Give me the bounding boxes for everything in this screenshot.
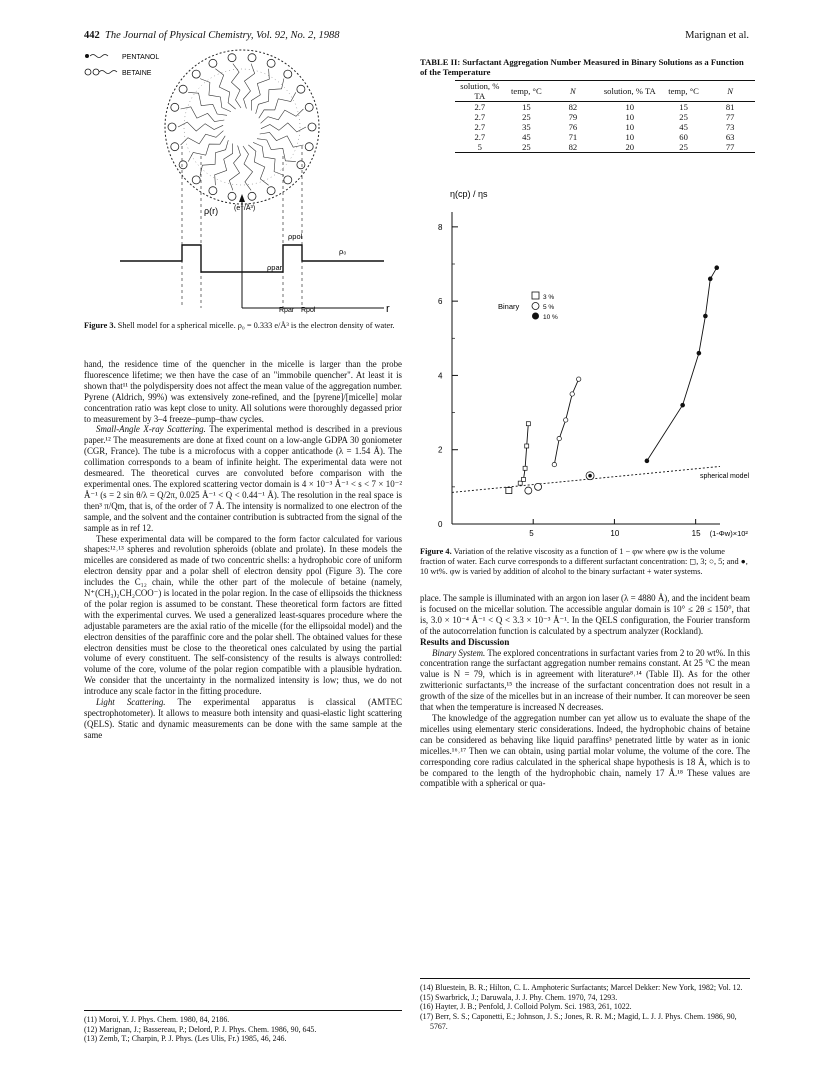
micelle-drawing <box>165 50 319 204</box>
series-curve <box>520 424 528 483</box>
alkyl-chain <box>188 136 225 162</box>
alkyl-chain <box>261 123 306 132</box>
table-row <box>455 112 755 122</box>
alkyl-chain <box>181 131 224 145</box>
alkyl-chain <box>251 69 269 111</box>
alkyl-chain <box>256 79 284 114</box>
caption-label: Figure 4. <box>420 547 452 556</box>
legend-circle-icon <box>532 303 539 310</box>
data-point <box>552 462 556 466</box>
binary-point-center <box>588 474 592 478</box>
table-header: N <box>570 86 576 96</box>
table-cell: 10 <box>625 112 635 122</box>
data-point <box>703 314 708 319</box>
betaine-head-icon <box>284 176 292 184</box>
legend-betaine-icon <box>85 69 117 75</box>
rho-axis-arrow-icon <box>239 194 245 202</box>
footnote-rule <box>84 1010 402 1011</box>
data-point <box>714 265 719 270</box>
betaine-head-icon <box>267 59 275 67</box>
reference: (13) Zemb, T.; Charpin, P. J. Phys. (Les Ulis, Fr.) 1985, 46, 246. <box>84 1034 287 1044</box>
betaine-head-icon <box>171 103 179 111</box>
table-cell: 2.7 <box>474 112 486 122</box>
paragraph <box>84 697 402 741</box>
chart-legend <box>498 292 558 321</box>
data-point <box>576 377 580 381</box>
table-cell: 20 <box>625 142 635 152</box>
alkyl-chain <box>231 64 241 108</box>
alkyl-chain <box>253 142 284 175</box>
table-2 <box>455 80 755 153</box>
rho-zero-label: ρ₀ <box>339 247 347 256</box>
data-point <box>697 351 702 356</box>
shell-model-diagram <box>84 46 402 316</box>
paragraph <box>420 648 750 713</box>
rho-units: (e⁻/Å³) <box>234 205 256 212</box>
table-header: N <box>727 86 733 96</box>
table-row <box>455 122 755 132</box>
figure-4 <box>420 180 750 540</box>
alkyl-chain <box>243 146 253 190</box>
y-tick-label: 0 <box>438 520 443 529</box>
table-cell: 15 <box>679 102 688 112</box>
y-tick-label: 8 <box>438 222 443 232</box>
data-point <box>557 436 561 440</box>
legend-pentanol-icon <box>85 54 108 58</box>
right-column-text <box>420 593 750 789</box>
table-header: solution, % TA <box>603 86 656 96</box>
table-cell: 45 <box>522 132 531 142</box>
table-header: solution, % TA <box>460 81 500 101</box>
reference: (16) Hayter, J. B.; Penfold, J. Colloid Polym. Sci. 1983, 261, 1022. <box>420 1002 632 1012</box>
betaine-head-icon <box>192 70 200 78</box>
legend-title: Binary <box>498 302 520 311</box>
series-curve <box>647 268 717 461</box>
viscosity-chart <box>420 180 750 540</box>
table-cell: 10 <box>625 102 635 112</box>
alkyl-chain <box>229 146 240 191</box>
legend-betaine: BETAINE <box>122 70 152 77</box>
table-label: TABLE II: <box>420 57 461 67</box>
table-cell: 77 <box>725 112 735 122</box>
x-tick-label: 15 <box>691 529 701 538</box>
r-par-label: Rpar <box>279 307 295 314</box>
betaine-head-icon <box>209 187 217 195</box>
binary-point <box>525 487 532 494</box>
table-cell: 5 <box>477 142 482 152</box>
table-cell: 25 <box>522 142 531 152</box>
betaine-head-icon <box>305 143 313 151</box>
table-cell: 2.7 <box>474 122 486 132</box>
table-cell: 82 <box>568 102 578 112</box>
legend-entry: 10 % <box>543 314 558 321</box>
betaine-head-icon <box>171 143 179 151</box>
betaine-head-icon <box>228 54 236 62</box>
betaine-head-icon <box>248 192 256 200</box>
page-number: 442 <box>84 30 100 41</box>
left-column-text <box>84 359 402 741</box>
footnote-rule <box>420 978 750 979</box>
table-cell: 60 <box>679 132 688 142</box>
betaine-head-icon <box>179 161 187 169</box>
caption-label: Figure 3. <box>84 321 116 330</box>
y-tick-label: 2 <box>438 445 443 455</box>
rho-par-label: ρpar <box>267 263 283 272</box>
table-cell: 63 <box>725 132 735 142</box>
table-cell: 25 <box>679 112 688 122</box>
binary-point <box>535 483 542 490</box>
rho-pol-label: ρpol <box>288 232 303 241</box>
table-2-title <box>420 57 750 78</box>
paragraph: hand, the residence time of the quencher in the micelle is larger than the probe fluorescence lifetime; we then have the case of an "immobile quencher". At least it is shown that¹¹ the polydispersity does not affect the mean value of the aggregation number. Pyrene (Aldrich, 99%) was extensively zone-refined, and the [pyrene]/[micelle] molar concentration ratio was kept close to unity. All solutions were thoroughly degassed prior to measurement by 3–4 freeze–pump–thaw cycles. <box>84 359 402 424</box>
caption-text: Shell model for a spherical micelle. ρ₀ = 0.333 e/Å³ is the electron density of water. <box>117 321 395 330</box>
binary-point <box>506 488 512 494</box>
reference: (14) Bluestein, B. R.; Hilton, C. L. Amphoteric Surfactants; Marcel Dekker: New York, 1982; Vol. 12. <box>420 983 743 992</box>
running-header <box>84 30 340 41</box>
left-references <box>84 1015 402 1044</box>
data-point <box>708 277 713 282</box>
betaine-head-icon <box>308 123 316 131</box>
reference: (15) Swarbrick, J.; Daruwala, J. J. Phy. Chem. 1970, 74, 1293. <box>420 992 618 1002</box>
subsection-title: Light Scattering. <box>96 697 166 708</box>
table-row <box>455 132 755 142</box>
reference: (11) Moroi, Y. J. Phys. Chem. 1980, 84, 2186. <box>84 1015 230 1024</box>
data-point <box>570 392 574 396</box>
betaine-head-icon <box>267 187 275 195</box>
table-header: temp, °C <box>511 86 542 96</box>
betaine-head-icon <box>297 161 305 169</box>
table-cell: 79 <box>568 112 578 122</box>
right-references <box>420 983 750 1032</box>
model-label: spherical model <box>700 473 750 480</box>
x-tick-label: 5 <box>529 529 534 538</box>
alkyl-chain <box>261 109 304 123</box>
table-row <box>455 102 755 113</box>
alkyl-chain <box>215 144 233 186</box>
table-row <box>455 142 755 152</box>
table-cell: 10 <box>625 122 635 132</box>
alkyl-chain <box>215 69 235 109</box>
alkyl-chain <box>200 79 231 112</box>
betaine-head-icon <box>297 85 305 93</box>
betaine-head-icon <box>209 59 217 67</box>
paragraph: These experimental data will be compared to the form factor calculated for various shapes:¹²˒¹³ spheres and revolution spheroids (oblate and prolate). In these models the micelles are considered as made of two concentric shells: a hydrophobic core of uniform electron density ρpar and a polar shell of electron density ρpol (Figure 3). The core includes the C₁₂ chain, while the other part of the molecule of betaine (namely, N⁺(CH₃)₂CH₂COO⁻) is located in the polar region. In the case of ellipsoids the thickness of the polar region is assumed to be constant. These theoretical form factors are fitted with the experimental curves. We used a generalized least-squares procedure where the adjustable parameters are the axial ratio of the micelle (for the ellipsoidal model) and the electron densities of the paraffinic core and the polar shell. The obtained values for these electron densities must be close to the theoretical ones calculated by using the partial volume of every constituent. The self-consistency of the results is always controlled: volume of the core, volume of the polar region compatible with a plausible hydration. We consider that the uncertainty in the normalized intensity is low; thus, we do not introduce any scale factor in the fitting procedure. <box>84 533 402 697</box>
table-cell: 2.7 <box>474 132 486 142</box>
legend-square-icon <box>532 292 539 299</box>
table-cell: 45 <box>679 122 688 132</box>
caption-text: Variation of the relative viscosity as a function of 1 − φw where φw is the volume fraction of water. Each curve corresponds to a different surfactant concentration: ◻, 3; ○, 5; and ●, 10 wt%. φw is varied by addition of alcohol to the binary surfactant + water systems. <box>420 547 748 576</box>
betaine-head-icon <box>192 176 200 184</box>
table-title: Surfactant Aggregation Number Measured in Binary Solutions as a Function of the Temperature <box>420 57 744 78</box>
betaine-head-icon <box>168 123 176 131</box>
table-cell: 82 <box>568 142 578 152</box>
r-pol-label: Rpol <box>301 307 316 314</box>
data-point <box>563 418 567 422</box>
y-tick-label: 4 <box>438 371 443 381</box>
paragraph: place. The sample is illuminated with an argon ion laser (λ = 4880 Å), and the incident beam is focused on the micellar solution. The accessible angular domain is 10° ≤ 2θ ≤ 150°, that is, 3.0 × 10⁻⁴ Å⁻¹ < Q < 3.3 × 10⁻³ Å⁻¹. In the QELS configuration, the Fourier transform of the autocorrelation function is calculated by a spectrum analyzer (Rockland). <box>420 593 750 636</box>
figure-3 <box>84 46 402 316</box>
table-cell: 77 <box>725 142 735 152</box>
table-cell: 25 <box>522 112 531 122</box>
alkyl-chain <box>200 140 228 175</box>
betaine-head-icon <box>228 192 236 200</box>
betaine-head-icon <box>179 85 187 93</box>
paragraph-text: The explored concentrations in surfactant varies from 2 to 20 wt%. In this concentration range the surfactant aggregation number remains constant. At 25 °C the mean value is N = 79, which is in agreement with literature⁸˒¹⁴ (Table II). As for the other zwitterionic surfactants,¹⁵ the increase of the surfactant concentration does not result in a growth of the size of the micelles but in an increase of their number. It can moreover be seen that when the temperature is increased N decreases. <box>420 647 750 713</box>
spherical-model-line <box>452 466 720 492</box>
table-cell: 71 <box>568 132 578 142</box>
reference: (17) Berr, S. S.; Caponetti, E.; Johnson, J. S.; Jones, R. R. M.; Magid, L. J. J. Phys. Chem. 1986, 90, 5767. <box>420 1012 737 1031</box>
section-title: Results and Discussion <box>420 636 510 647</box>
subsection-title: Small-Angle X-ray Scattering. <box>96 424 206 435</box>
subsection-title: Binary System. <box>432 647 486 658</box>
r-axis-label: r <box>386 303 390 315</box>
table-cell: 10 <box>625 132 635 142</box>
data-point <box>523 466 527 470</box>
betaine-head-icon <box>305 103 313 111</box>
x-axis-label: (1-Φw)×10² <box>709 529 748 538</box>
journal-title: The Journal of Physical Chemistry, Vol. 92, No. 2, 1988 <box>105 30 340 41</box>
table-cell: 25 <box>679 142 688 152</box>
betaine-head-icon <box>248 54 256 62</box>
figure-3-caption <box>84 321 402 331</box>
paragraph <box>84 424 402 533</box>
figure-4-caption <box>420 547 750 577</box>
legend-pentanol: PENTANOL <box>122 54 160 61</box>
legend-entry: 5 % <box>543 304 555 311</box>
table-cell: 15 <box>522 102 531 112</box>
data-point <box>680 403 685 408</box>
author-header: Marignan et al. <box>685 30 749 41</box>
table-cell: 81 <box>725 102 735 112</box>
table-cell: 35 <box>522 122 531 132</box>
rho-label: ρ(r) <box>204 206 219 216</box>
betaine-head-icon <box>284 70 292 78</box>
alkyl-chain <box>178 122 223 131</box>
alkyl-chain <box>244 64 255 109</box>
y-axis-label: η(cp) / ηs <box>450 189 488 199</box>
alkyl-chain <box>248 145 268 185</box>
reference: (12) Marignan, J.; Bassereau, P.; Delord, P. J. Phys. Chem. 1986, 90, 645. <box>84 1024 317 1034</box>
paragraph-text: The experimental method is described in a previous paper.¹² The measurements are done at fixed count on a low-angle GDPA 30 goniometer (CGR, France). The tube is a microfocus with a copper anticathode (λ = 1.54 Å). The collimation corresponds to a beam of infinite height. The experimental data were not desmeared. The theoretical curves are convoluted before comparison with the experimental ones. The explored scattering vector domain is 4 × 10⁻³ Å⁻¹ < s < 7 × 10⁻² Å⁻¹ (s = 2 sin θ/λ = Q/2π, 0.025 Å⁻¹ < Q < 0.44⁻¹ Å). The resolution in the real space is then³ π/Qm, that is, of the order of 7 Å. The intensity is normalized to one electron of the sample, and the solvent and the container contribution is subtracted from the signal of the sample as in ref 12. <box>84 424 402 533</box>
alkyl-chain <box>259 92 296 118</box>
data-point <box>645 459 650 464</box>
table-cell: 2.7 <box>474 102 486 112</box>
data-point <box>525 444 529 448</box>
legend-dot-icon <box>532 313 539 320</box>
table-cell: 76 <box>568 122 578 132</box>
table-cell: 73 <box>725 122 735 132</box>
data-point <box>521 477 525 481</box>
legend-entry: 3 % <box>543 294 555 301</box>
data-point <box>526 422 530 426</box>
paragraph: The knowledge of the aggregation number can yet allow us to evaluate the shape of the micelles using elementary steric considerations. Indeed, the hydrophobic chains of betaine can be considered as behaving like liquid paraffins³ penetrated little by water as in ionic micelles.¹⁶˒¹⁷ Then we can obtain, using partial molar volume, the volume of the core. The corresponding core radius calculated in the spherical shape hypothesis is 18 Å, which is to be compared to the length of the hydrophobic chain, namely 17 Å.¹⁸ These values are compatible with a spherical or qua- <box>420 712 750 789</box>
y-tick-label: 6 <box>438 297 443 307</box>
table-header: temp, °C <box>668 86 699 96</box>
paragraph-text: The experimental apparatus is classical (AMTEC spectrophotometer). It allows to measure both intensity and quasi-elastic light scattering (QELS). Static and dynamic measurements can be done with the same sample at the same <box>84 697 402 740</box>
x-tick-label: 10 <box>610 529 620 538</box>
